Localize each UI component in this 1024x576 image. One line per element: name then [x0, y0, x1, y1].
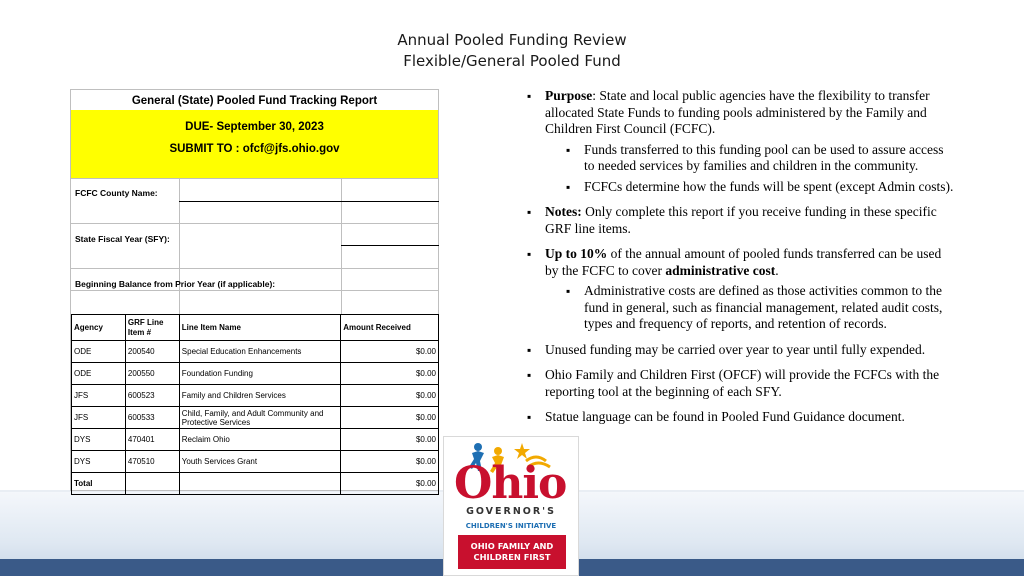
empty-cell [125, 473, 179, 495]
table-row [72, 385, 439, 407]
name-cell: Foundation Funding [179, 363, 340, 385]
amount-cell: $0.00 [341, 341, 439, 363]
bullet-unused: ▪ Unused funding may be carried over year to year until fully expended. [527, 342, 957, 359]
agency-cell: DYS [72, 451, 126, 473]
ohio-children-first-logo [443, 436, 579, 576]
form-line [179, 178, 180, 314]
agency-cell: DYS [72, 429, 126, 451]
col-agency: Agency [72, 315, 126, 341]
table-row [72, 429, 439, 451]
agency-cell: ODE [72, 363, 126, 385]
bullet-purpose [527, 88, 957, 138]
notes-text: Only complete this report if you receive funding in these specific GRF line items. [545, 204, 937, 236]
total-row [72, 473, 439, 495]
bullet-notes [527, 204, 957, 237]
bullet-statue: ▪ Statue language can be found in Pooled Fund Guidance document. [527, 409, 957, 426]
upto-label: Up to 10% [545, 246, 608, 261]
table-row [72, 363, 439, 385]
amount-cell: $0.00 [341, 429, 439, 451]
grf-cell: 200550 [125, 363, 179, 385]
slide-title-line1: Annual Pooled Funding Review [397, 31, 627, 49]
county-label: FCFC County Name: [75, 188, 158, 198]
grf-cell: 600523 [125, 385, 179, 407]
agency-cell: ODE [72, 341, 126, 363]
sub-bullet: ▪ FCFCs determine how the funds will be spent (except Admin costs). [527, 179, 957, 196]
grf-cell: 200540 [125, 341, 179, 363]
table-header-row [72, 315, 439, 341]
empty-cell [179, 473, 340, 495]
form-line [71, 268, 439, 269]
purpose-text: : State and local public agencies have the flexibility to transfer allocated State Funds to funding pools administered by the Family and Children First Council (FCFC). [545, 88, 930, 136]
total-amount: $0.00 [341, 473, 439, 495]
notes-label: Notes: [545, 204, 582, 219]
table-row [72, 341, 439, 363]
upto-text: of the annual amount of pooled funds transferred can be used by the FCFC to cover [545, 246, 942, 278]
table-row [72, 407, 439, 429]
slide-title-line2: Flexible/General Pooled Fund [403, 52, 621, 70]
form-line [341, 178, 342, 314]
form-line [71, 290, 439, 291]
grf-cell: 600533 [125, 407, 179, 429]
report-submit: SUBMIT TO : ofcf@jfs.ohio.gov [169, 143, 340, 155]
col-line-item-name: Line Item Name [179, 315, 340, 341]
upto-bold: administrative cost [665, 262, 776, 278]
logo-ofcf-line2: CHILDREN FIRST [473, 552, 551, 562]
tracking-report-image [70, 89, 439, 491]
logo-ofcf-line1: OHIO FAMILY AND [470, 541, 554, 551]
agency-cell: JFS [72, 385, 126, 407]
form-line [71, 223, 439, 224]
grf-table [71, 314, 439, 495]
sfy-label: State Fiscal Year (SFY): [75, 234, 170, 244]
bullet-upto [527, 246, 957, 279]
logo-ohio-word: Ohio [454, 458, 567, 509]
sub-bullet: ▪ Administrative costs are defined as those activities common to the fund in general, such as financial management, related audit costs, types and frequency of reports, and retention of records. [527, 283, 957, 333]
name-cell: Special Education Enhancements [179, 341, 340, 363]
grf-cell: 470510 [125, 451, 179, 473]
col-amount: Amount Received [341, 315, 439, 341]
bullet-ofcf: ▪ Ohio Family and Children First (OFCF) will provide the FCFCs with the reporting tool at the beginning of each SFY. [527, 367, 957, 400]
logo-governors: GOVERNOR'S [466, 506, 556, 517]
sub-bullet: ▪ Funds transferred to this funding pool can be used to assure access to needed services by families and children in the community. [527, 142, 957, 175]
name-cell: Reclaim Ohio [179, 429, 340, 451]
name-cell: Youth Services Grant [179, 451, 340, 473]
table-row [72, 451, 439, 473]
amount-cell: $0.00 [341, 407, 439, 429]
total-label: Total [72, 473, 126, 495]
upto-end: . [775, 262, 779, 278]
report-title: General (State) Pooled Fund Tracking Report [131, 95, 378, 107]
sfy-underline [341, 245, 439, 246]
logo-ofcf-bar [458, 535, 566, 569]
amount-cell: $0.00 [341, 385, 439, 407]
col-grf [125, 315, 179, 341]
col-grf-line1: GRF Line [127, 317, 164, 327]
balance-label: Beginning Balance from Prior Year (if applicable): [75, 279, 276, 289]
report-due-box [71, 110, 438, 178]
name-cell: Child, Family, and Adult Community and Protective Services [179, 407, 340, 429]
grf-cell: 470401 [125, 429, 179, 451]
col-grf-line2: Item # [127, 327, 152, 337]
logo-initiative: CHILDREN'S INITIATIVE [465, 522, 557, 530]
name-cell: Family and Children Services [179, 385, 340, 407]
bullet-list [527, 88, 957, 435]
form-line [71, 178, 439, 179]
agency-cell: JFS [72, 407, 126, 429]
amount-cell: $0.00 [341, 363, 439, 385]
county-underline [179, 201, 439, 202]
report-due: DUE- September 30, 2023 [185, 121, 324, 133]
amount-cell: $0.00 [341, 451, 439, 473]
purpose-label: Purpose [545, 88, 593, 103]
